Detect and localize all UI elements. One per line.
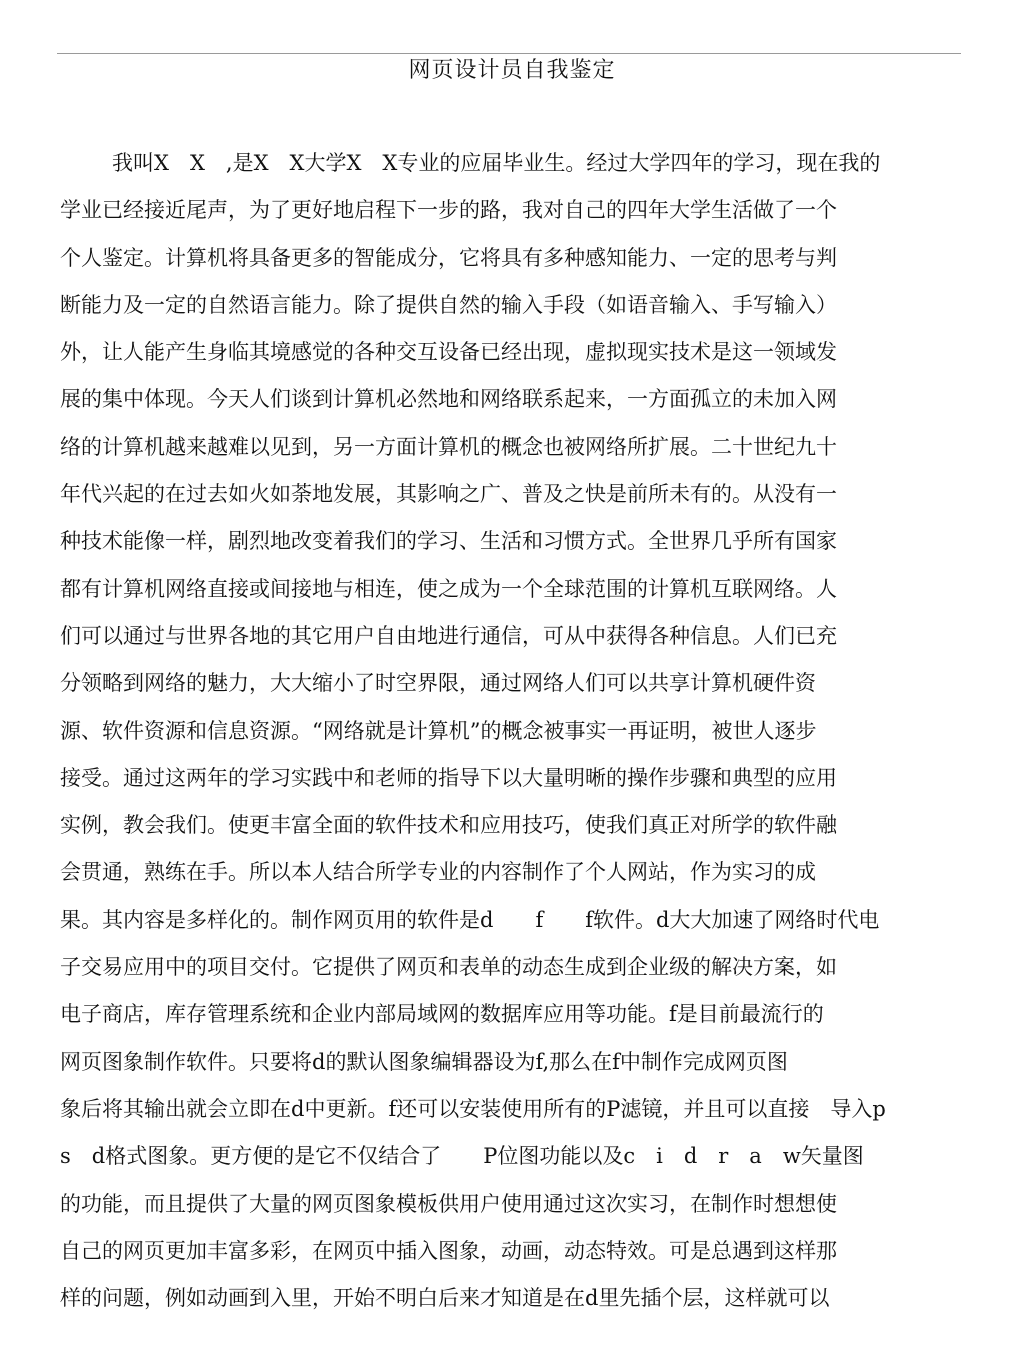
text-line: 接受。通过这两年的学习实践中和老师的指导下以大量明晰的操作步骤和典型的应用	[60, 765, 837, 790]
header-rule	[57, 53, 961, 54]
text-line: 样的问题，例如动画到入里，开始不明白后来才知道是在d里先插个层，这样就可以	[60, 1286, 830, 1311]
text-line: 子交易应用中的项目交付。它提供了网页和表单的动态生成到企业级的解决方案，如	[60, 955, 837, 980]
text-line: 的功能，而且提供了大量的网页图象模板供用户使用通过这次实习，在制作时想想使	[60, 1191, 837, 1216]
text-line: 源、软件资源和信息资源。“网络就是计算机”的概念被事实一再证明，被世人逐步	[60, 718, 817, 743]
text-line: 外，让人能产生身临其境感觉的各种交互设备已经出现，虚拟现实技术是这一领域发	[60, 340, 837, 365]
text-line: 学业已经接近尾声，为了更好地启程下一步的路，我对自己的四年大学生活做了一个	[60, 198, 837, 223]
text-line: 象后将其输出就会立即在d中更新。f还可以安装使用所有的P滤镜，并且可以直接 导入p	[60, 1096, 886, 1121]
text-line: 年代兴起的在过去如火如荼地发展，其影响之广、普及之快是前所未有的。从没有一	[60, 482, 837, 507]
text-line: 果。其内容是多样化的。制作网页用的软件是d f f软件。d大大加速了网络时代电	[60, 907, 880, 932]
text-line: 络的计算机越来越难以见到，另一方面计算机的概念也被网络所扩展。二十世纪九十	[60, 434, 837, 459]
text-line: 会贯通，熟练在手。所以本人结合所学专业的内容制作了个人网站，作为实习的成	[60, 860, 816, 885]
text-line: s d格式图象。更方便的是它不仅结合了 P位图功能以及c i d r a w矢量图	[60, 1144, 864, 1169]
text-line: 网页图象制作软件。只要将d的默认图象编辑器设为f,那么在f中制作完成网页图	[60, 1049, 788, 1074]
text-line: 断能力及一定的自然语言能力。除了提供自然的输入手段（如语音输入、手写输入）	[60, 292, 837, 317]
text-line: 们可以通过与世界各地的其它用户自由地进行通信，可从中获得各种信息。人们已充	[60, 623, 837, 648]
text-line: 自己的网页更加丰富多彩，在网页中插入图象，动画，动态特效。可是总遇到这样那	[60, 1238, 837, 1263]
text-line: 个人鉴定。计算机将具备更多的智能成分，它将具有多种感知能力、一定的思考与判	[60, 245, 837, 270]
text-line: 分领略到网络的魅力，大大缩小了时空界限，通过网络人们可以共享计算机硬件资	[60, 671, 816, 696]
document-title: 网页设计员自我鉴定	[408, 58, 616, 83]
text-line: 实例，教会我们。使更丰富全面的软件技术和应用技巧，使我们真正对所学的软件融	[60, 813, 837, 838]
text-line: 电子商店，库存管理系统和企业内部局域网的数据库应用等功能。f是目前最流行的	[60, 1002, 824, 1027]
text-line: 种技术能像一样，剧烈地改变着我们的学习、生活和习惯方式。全世界几乎所有国家	[60, 529, 837, 554]
text-line: 我叫X X ,是X X大学X X专业的应届毕业生。经过大学四年的学习，现在我的	[112, 151, 881, 175]
body-paragraph	[60, 145, 970, 1327]
text-line: 都有计算机网络直接或间接地与相连，使之成为一个全球范围的计算机互联网络。人	[60, 576, 837, 601]
text-line: 展的集中体现。今天人们谈到计算机必然地和网络联系起来，一方面孤立的未加入网	[60, 387, 837, 412]
